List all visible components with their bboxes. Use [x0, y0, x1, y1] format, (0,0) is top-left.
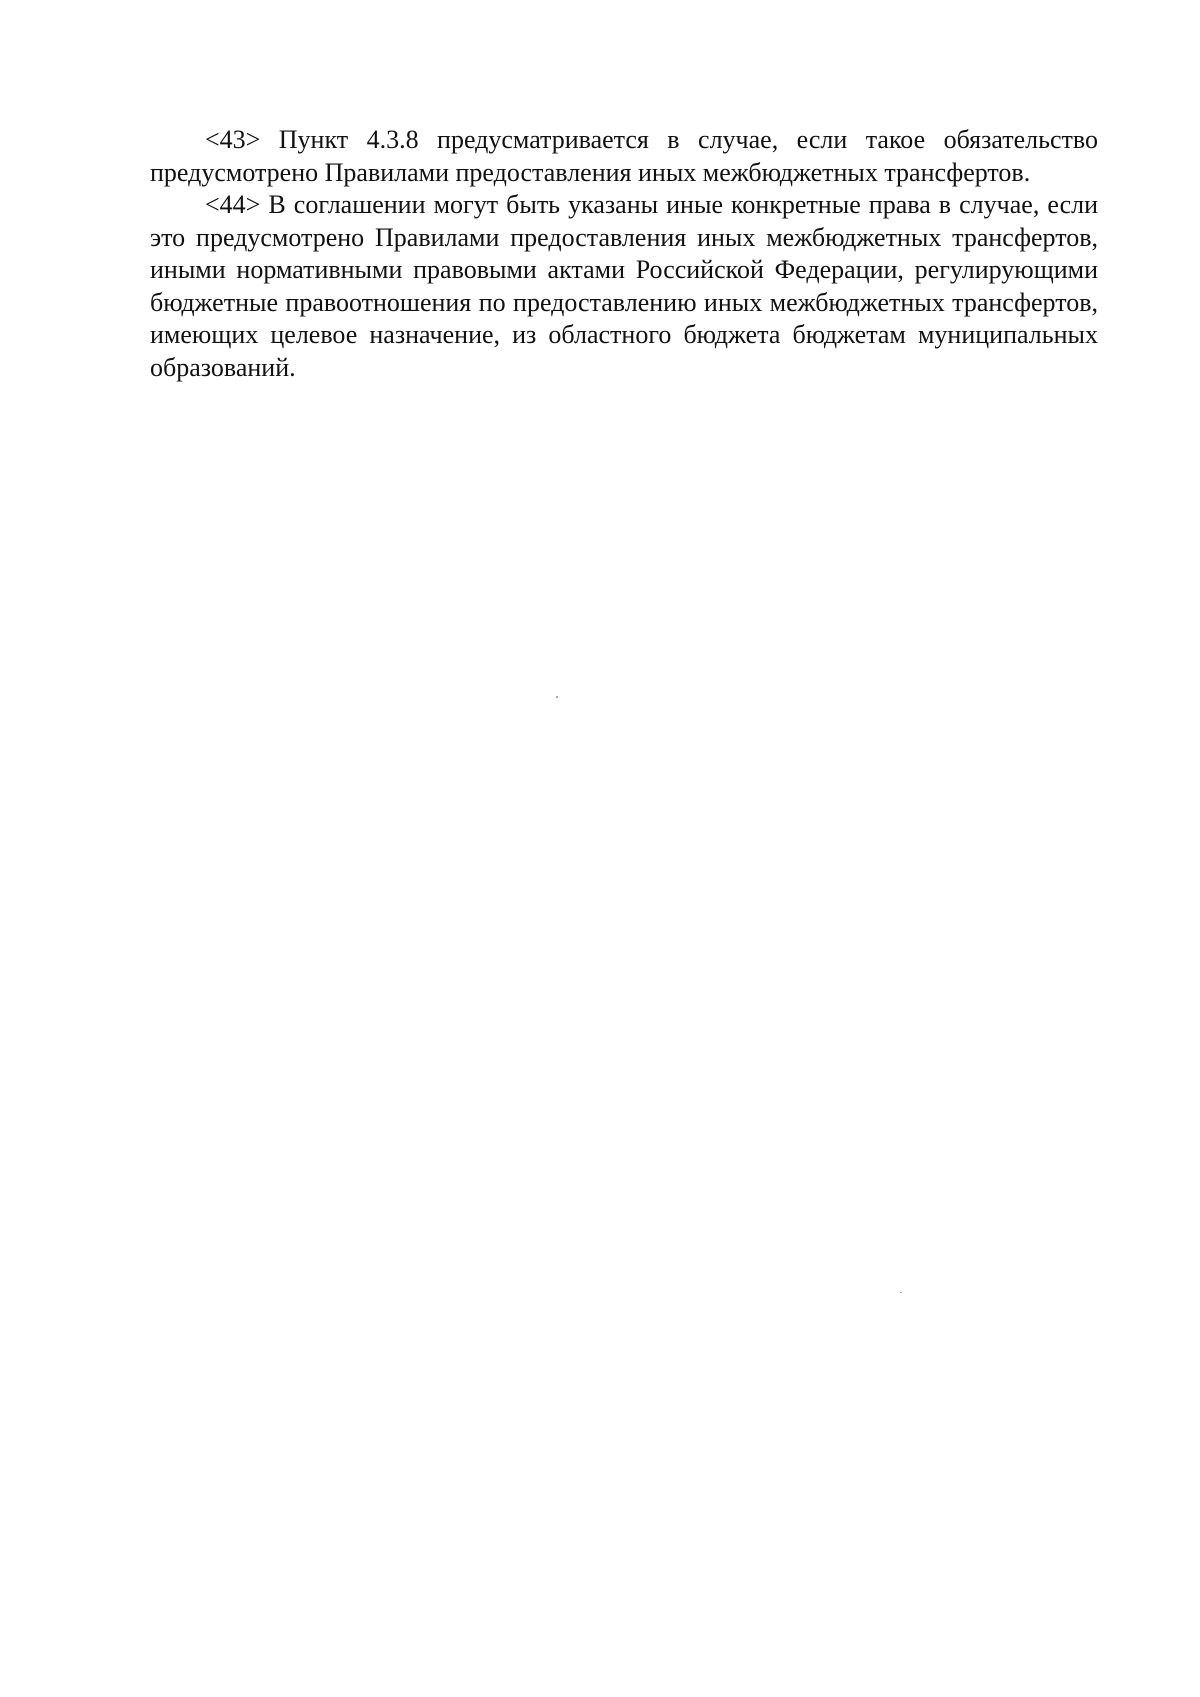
scan-speck	[900, 1292, 902, 1293]
footnote-43: <43> Пункт 4.3.8 предусматривается в случае, если такое обязательство предусмотрено Правилами предоставления иных межбюджетных трансфертов.	[150, 125, 1098, 187]
scan-speck	[556, 696, 558, 698]
footnote-44: <44> В соглашении могут быть указаны иные конкретные права в случае, если это предусмотрено Правилами предоставления иных межбюджетных трансфертов, иными нормативными правовыми актами Российской Федерации, регулирующими бюджетные правоотношения по предоставлению иных межбюджетных трансфертов, имеющих целевое назначение, из областного бюджета бюджетам муниципальных образований.	[150, 190, 1098, 382]
footnotes-block	[150, 124, 1098, 384]
